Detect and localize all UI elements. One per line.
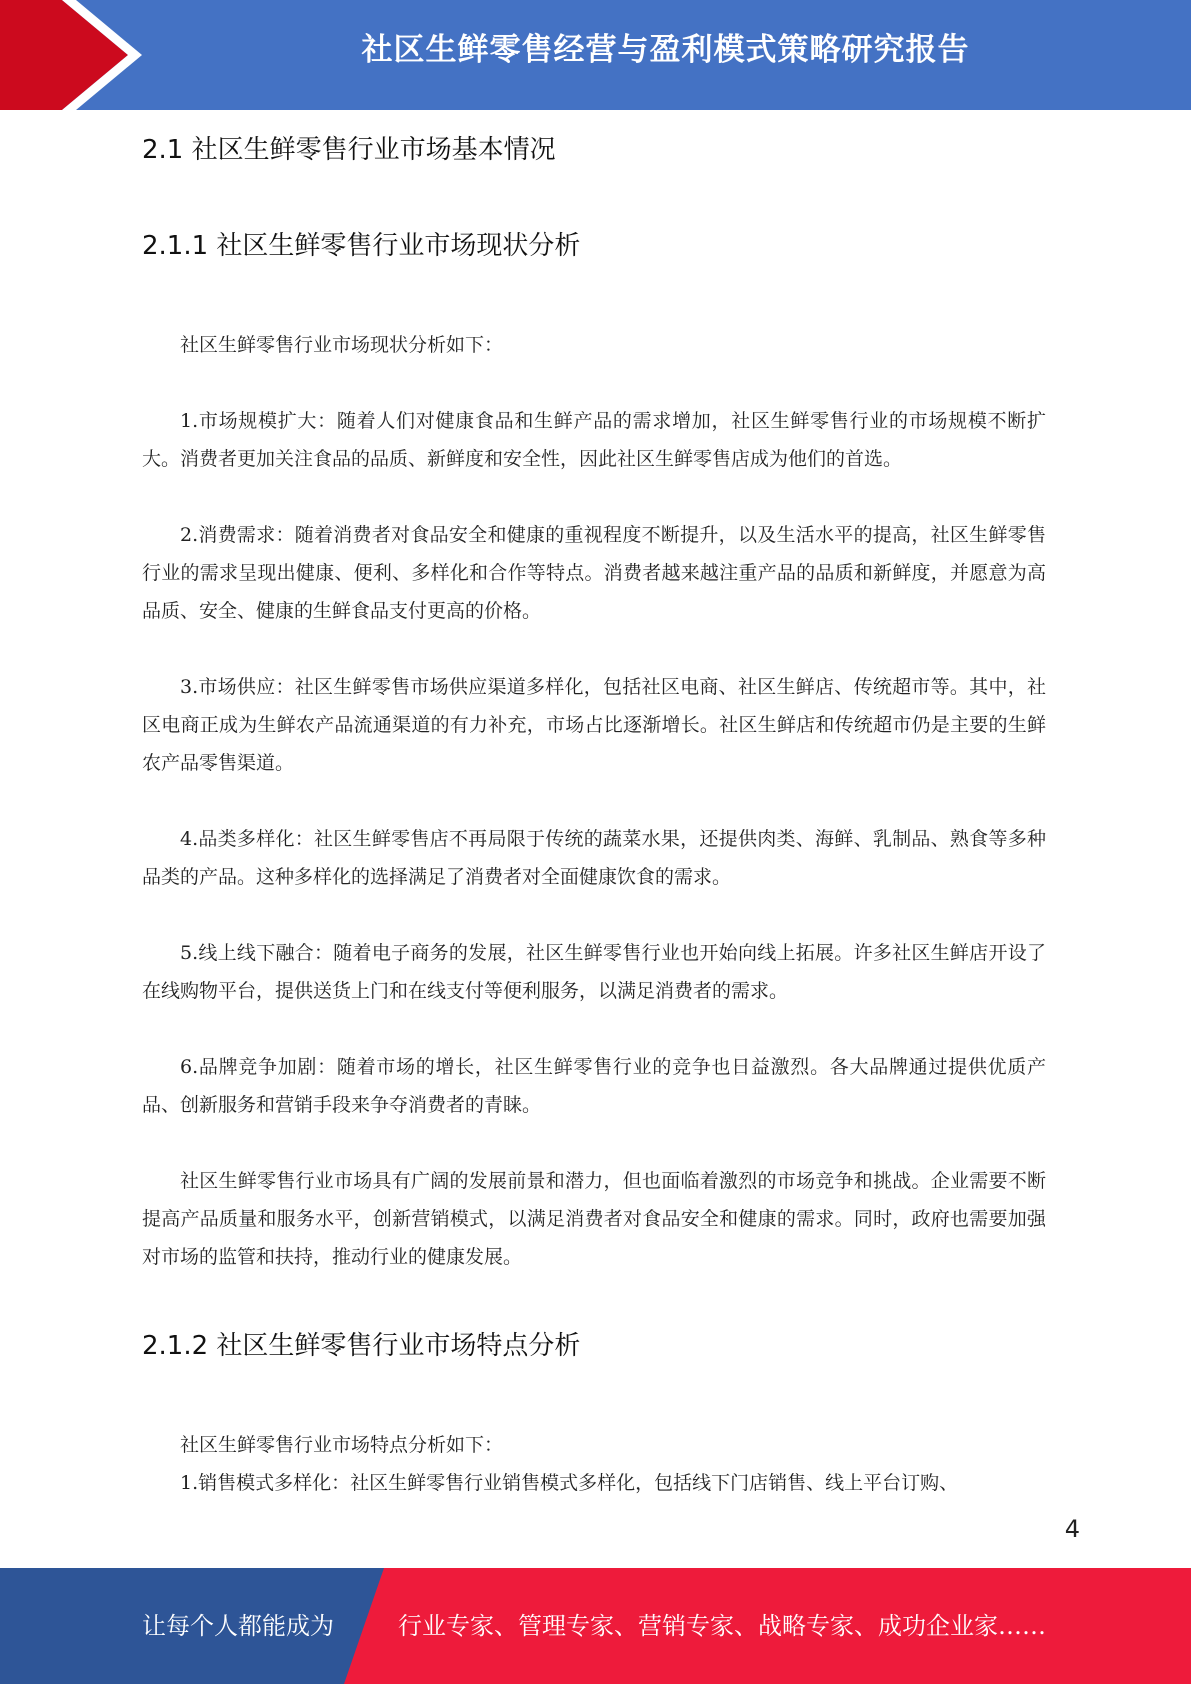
section-heading: 2.1 社区生鲜零售行业市场基本情况: [142, 135, 556, 165]
paragraph-category-diversity: 4.品类多样化：社区生鲜零售店不再局限于传统的蔬菜水果，还提供肉类、海鲜、乳制品、熟食等多种品类的产品。这种多样化的选择满足了消费者对全面健康饮食的需求。: [142, 828, 1046, 888]
paragraph-market-scale: 1.市场规模扩大：随着人们对健康食品和生鲜产品的需求增加，社区生鲜零售行业的市场规模不断扩大。消费者更加关注食品的品质、新鲜度和安全性，因此社区生鲜零售店成为他们的首选。: [142, 410, 1046, 470]
paragraph-summary: 社区生鲜零售行业市场具有广阔的发展前景和潜力，但也面临着激烈的市场竞争和挑战。企业需要不断提高产品质量和服务水平，创新营销模式，以满足消费者对食品安全和健康的需求。同时，政府也需要加强对市场的监管和扶持，推动行业的健康发展。: [142, 1170, 1046, 1268]
header-arrow-decoration: [0, 0, 160, 110]
paragraph-online-offline: 5.线上线下融合：随着电子商务的发展，社区生鲜零售行业也开始向线上拓展。许多社区生鲜店开设了在线购物平台，提供送货上门和在线支付等便利服务，以满足消费者的需求。: [142, 942, 1046, 1002]
page-content: [142, 122, 1046, 1502]
paragraph-intro: 社区生鲜零售行业市场现状分析如下：: [180, 334, 504, 356]
footer-slogan-right: 行业专家、管理专家、营销专家、战略专家、成功企业家……: [398, 1612, 1046, 1640]
footer-slogan-left: 让每个人都能成为: [142, 1612, 334, 1640]
footer-banner: [0, 1568, 1191, 1684]
paragraph-characteristics-intro: 社区生鲜零售行业市场特点分析如下：: [180, 1434, 504, 1456]
paragraph-market-supply: 3.市场供应：社区生鲜零售市场供应渠道多样化，包括社区电商、社区生鲜店、传统超市等。其中，社区电商正成为生鲜农产品流通渠道的有力补充，市场占比逐渐增长。社区生鲜店和传统超市仍是主要的生鲜农产品零售渠道。: [142, 676, 1046, 774]
subsection-heading-characteristics: 2.1.2 社区生鲜零售行业市场特点分析: [142, 1331, 581, 1361]
subsection-heading-current-status: 2.1.1 社区生鲜零售行业市场现状分析: [142, 231, 581, 261]
page-number: 4: [1064, 1515, 1080, 1543]
paragraph-sales-model: 1.销售模式多样化：社区生鲜零售行业销售模式多样化，包括线下门店销售、线上平台订购、: [180, 1472, 959, 1494]
paragraph-consumer-demand: 2.消费需求：随着消费者对食品安全和健康的重视程度不断提升，以及生活水平的提高，社区生鲜零售行业的需求呈现出健康、便利、多样化和合作等特点。消费者越来越注重产品的品质和新鲜度，并愿意为高品质、安全、健康的生鲜食品支付更高的价格。: [142, 524, 1046, 622]
report-title: 社区生鲜零售经营与盈利模式策略研究报告: [361, 32, 970, 68]
paragraph-brand-competition: 6.品牌竞争加剧：随着市场的增长，社区生鲜零售行业的竞争也日益激烈。各大品牌通过提供优质产品、创新服务和营销手段来争夺消费者的青睐。: [142, 1056, 1046, 1116]
header-banner: [0, 0, 1191, 110]
